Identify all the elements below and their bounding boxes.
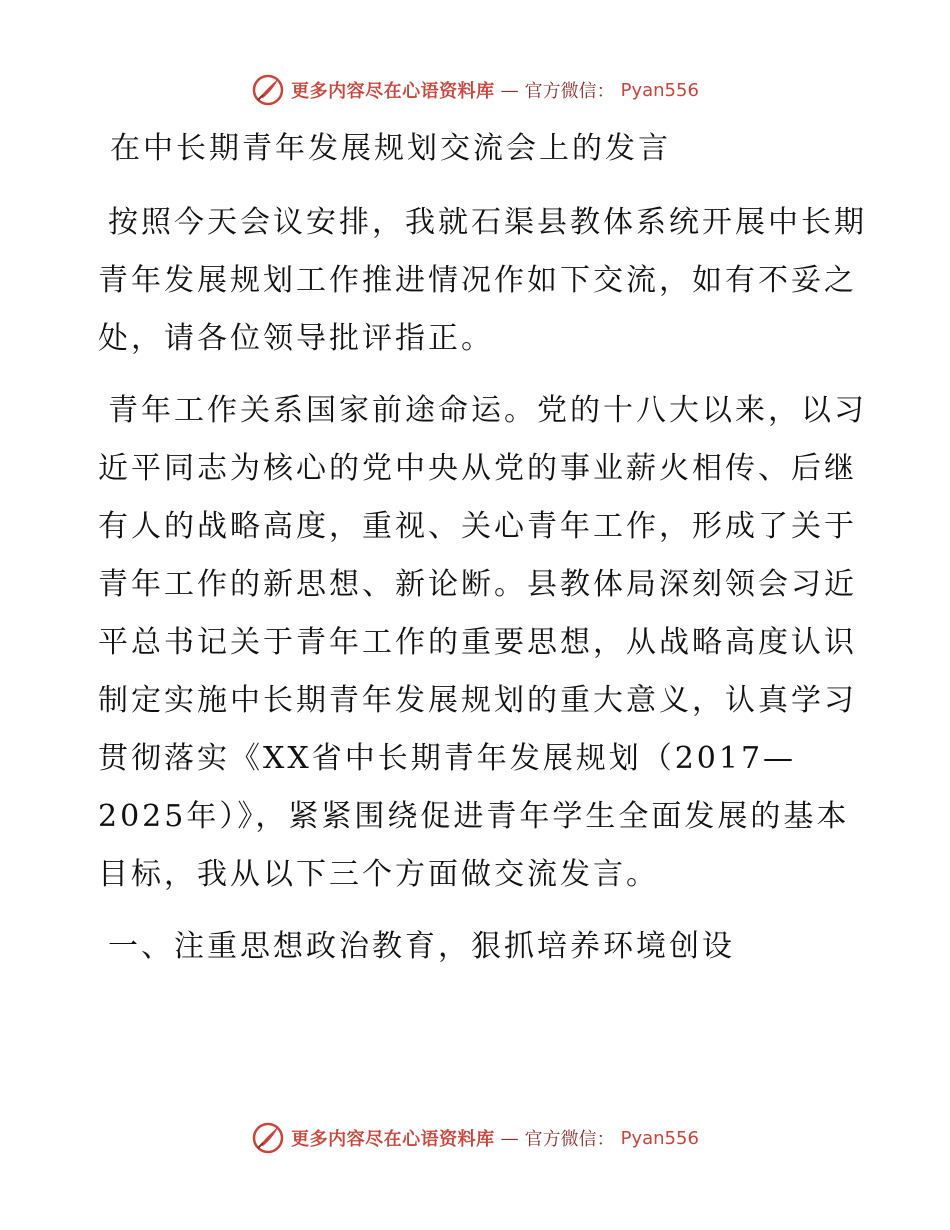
feather-pen-logo-icon <box>251 1121 285 1155</box>
banner-dash: — <box>500 1127 519 1149</box>
banner-wechat-id: Pyan556 <box>620 79 699 101</box>
header-watermark-banner <box>0 70 950 110</box>
document-body <box>98 120 868 976</box>
banner-official-label: 官方微信： <box>524 1129 615 1150</box>
banner-official-label: 官方微信： <box>524 81 615 102</box>
paragraph-intro: 按照今天会议安排，我就石渠县教体系统开展中长期青年发展规划工作推进情况作如下交流，如有不妥之处，请各位领导批评指正。 <box>98 205 867 356</box>
footer-watermark-banner <box>0 1118 950 1158</box>
banner-brand-text: 更多内容尽在心语资料库 <box>291 1129 495 1150</box>
paragraph-background: 青年工作关系国家前途命运。党的十八大以来，以习近平同志为核心的党中央从党的事业薪火相传、后继有人的战略高度，重视、关心青年工作，形成了关于青年工作的新思想、新论断。县教体局深刻领会习近平总书记关于青年工作的重要思想，从战略高度认识制定实施中长期青年发展规划的重大意义，认真学习贯彻落实《XX省中长期青年发展规划（2017—2025年）》，紧紧围绕促进青年学生全面发展的基本目标，我从以下三个方面做交流发言。 <box>98 393 867 892</box>
banner-wechat-id: Pyan556 <box>620 1127 699 1149</box>
feather-pen-logo-icon <box>251 73 285 107</box>
section-heading-one: 一、注重思想政治教育，狠抓培养环境创设 <box>108 929 735 964</box>
document-title: 在中长期青年发展规划交流会上的发言 <box>110 131 671 166</box>
banner-brand-text: 更多内容尽在心语资料库 <box>291 81 495 102</box>
banner-dash: — <box>500 79 519 101</box>
